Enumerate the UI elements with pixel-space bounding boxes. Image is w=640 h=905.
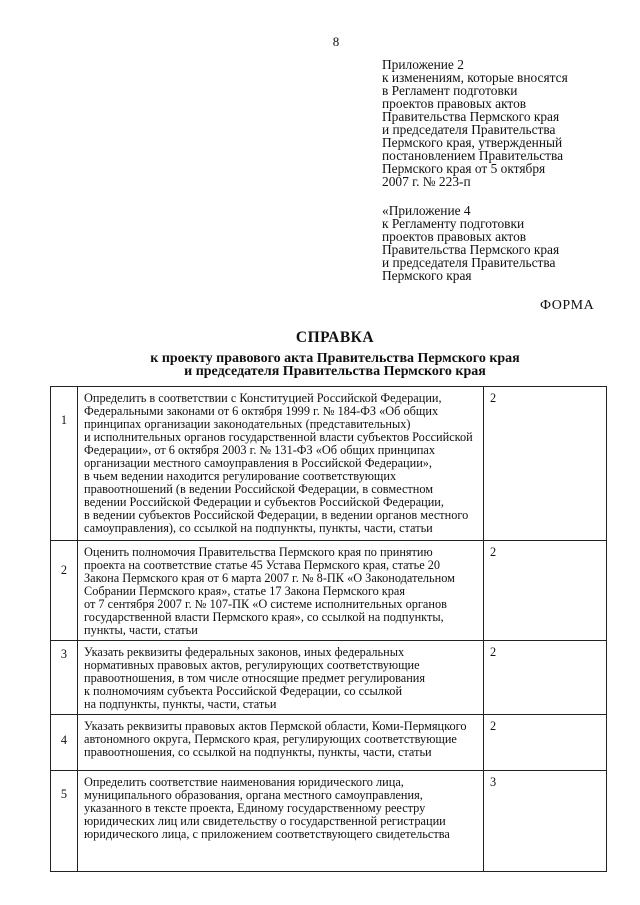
row-text-line: юридических лиц или свидетельству о государственной регистрации bbox=[84, 814, 446, 828]
table-row bbox=[51, 641, 607, 715]
row-text-line: государственной власти Пермского края», со ссылкой на подпункты, bbox=[84, 610, 444, 624]
appendix-4-line: проектов правовых актов bbox=[382, 229, 527, 244]
row-text-line: самоуправления), со ссылкой на подпункты, пункты, части, статьи bbox=[84, 521, 433, 535]
row-text-line: Указать реквизиты федеральных законов, иных федеральных bbox=[84, 645, 405, 659]
row-pages-cell: 2 bbox=[484, 715, 607, 771]
row-text-cell bbox=[78, 387, 484, 541]
requirements-table bbox=[50, 386, 607, 872]
appendix-2-line: Приложение 2 bbox=[382, 57, 464, 72]
appendix-2-line: проектов правовых актов bbox=[382, 96, 527, 111]
form-label: ФОРМА bbox=[540, 298, 595, 313]
row-text-line: указанного в тексте проекта, Единому государственному реестру bbox=[84, 801, 426, 815]
row-text-line: правоотношения, со ссылкой на подпункты, пункты, части, статьи bbox=[84, 745, 432, 759]
row-number-cell bbox=[51, 541, 78, 641]
row-text-line: правоотношений (в ведении Российской Федерации, в совместном bbox=[84, 482, 434, 496]
appendix-2-line: постановлением Правительства bbox=[382, 148, 564, 163]
appendix-2-block bbox=[382, 58, 612, 188]
table-row bbox=[51, 387, 607, 541]
row-text-line: муниципального образования, органа местного самоуправления, bbox=[84, 788, 423, 802]
row-text-line: в ведении субъектов Российской Федерации, в ведении органов местного bbox=[84, 508, 469, 522]
row-pages-cell: 2 bbox=[484, 387, 607, 541]
row-text-line: правоотношения, в том числе относящие предмет регулирования bbox=[84, 671, 426, 685]
row-number-cell bbox=[51, 387, 78, 541]
row-pages-cell: 3 bbox=[484, 771, 607, 872]
appendix-4-line: и председателя Правительства bbox=[382, 255, 556, 270]
appendix-4-line: к Регламенту подготовки bbox=[382, 216, 525, 231]
appendix-2-line: Пермского края, утвержденный bbox=[382, 135, 563, 150]
appendix-2-line: к изменениям, которые вносятся bbox=[382, 70, 568, 85]
row-text-cell bbox=[78, 641, 484, 715]
row-text-cell bbox=[78, 715, 484, 771]
row-text-line: Федеральными законами от 6 октября 1999 г. № 184-ФЗ «Об общих bbox=[84, 404, 439, 418]
row-number: 2 bbox=[60, 563, 68, 577]
appendix-2-line: и председателя Правительства bbox=[382, 122, 556, 137]
document-title: СПРАВКА bbox=[295, 329, 375, 346]
subtitle-line: и председателя Правительства Пермского края bbox=[184, 364, 486, 379]
row-text-line: нормативных правовых актов, регулирующих соответствующие bbox=[84, 658, 420, 672]
row-pages-cell: 2 bbox=[484, 541, 607, 641]
row-text-line: и исполнительных органов государственной власти субъектов Российской bbox=[84, 430, 473, 444]
row-text-line: Определить соответствие наименования юридического лица, bbox=[84, 775, 404, 789]
row-text-line: в чьем ведении находится регулирование соответствующих bbox=[84, 469, 397, 483]
row-text-line: от 7 сентября 2007 г. № 107-ПК «О системе исполнительных органов bbox=[84, 597, 447, 611]
row-text-line: юридического лица, с приложением соответствующего свидетельства bbox=[84, 827, 450, 841]
subtitle-line: к проекту правового акта Правительства Пермского края bbox=[150, 351, 520, 366]
appendix-4-line: «Приложение 4 bbox=[382, 203, 471, 218]
row-text-line: автономного округа, Пермского края, регулирующих соответствующие bbox=[84, 732, 457, 746]
row-text-line: к полномочиям субъекта Российской Федерации, со ссылкой bbox=[84, 684, 403, 698]
row-pages-cell: 2 bbox=[484, 641, 607, 715]
appendix-4-line: Пермского края bbox=[382, 268, 472, 283]
appendix-2-line: в Регламент подготовки bbox=[382, 83, 518, 98]
row-number-cell bbox=[51, 715, 78, 771]
row-text-line: Собрании Пермского края», статье 17 Закона Пермского края bbox=[84, 584, 406, 598]
row-text-line: Оценить полномочия Правительства Пермского края по принятию bbox=[84, 545, 433, 559]
row-text-line: ведении Российской Федерации и субъектов Российской Федерации, bbox=[84, 495, 444, 509]
row-number: 1 bbox=[60, 413, 68, 427]
appendix-2-line: 2007 г. № 223-п bbox=[382, 174, 471, 189]
row-text-line: на подпункты, пункты, части, статьи bbox=[84, 697, 277, 711]
appendix-2-line: Правительства Пермского края bbox=[382, 109, 560, 124]
row-text-line: Определить в соответствии с Конституцией Российской Федерации, bbox=[84, 391, 442, 405]
row-text-line: проекта на соответствие статье 45 Устава Пермского края, статье 20 bbox=[84, 558, 441, 572]
table-row bbox=[51, 541, 607, 641]
row-text-line: Федерации», от 6 октября 2003 г. № 131-ФЗ «Об общих принципах bbox=[84, 443, 436, 457]
row-number-cell bbox=[51, 771, 78, 872]
row-text-line: принципах организации законодательных (представительных) bbox=[84, 417, 411, 431]
table-row bbox=[51, 715, 607, 771]
row-text-cell bbox=[78, 771, 484, 872]
appendix-4-block bbox=[382, 204, 612, 282]
row-number: 4 bbox=[60, 733, 68, 747]
row-text-line: Закона Пермского края от 6 марта 2007 г. № 8-ПК «О Законодательном bbox=[84, 571, 455, 585]
row-text-line: организации местного самоуправления в Российской Федерации», bbox=[84, 456, 433, 470]
document-subtitle bbox=[0, 352, 640, 378]
row-text-line: Указать реквизиты правовых актов Пермской области, Коми-Пермяцкого bbox=[84, 719, 467, 733]
appendix-4-line: Правительства Пермского края bbox=[382, 242, 560, 257]
table-row bbox=[51, 771, 607, 872]
row-number-cell bbox=[51, 641, 78, 715]
row-text-line: пункты, части, статьи bbox=[84, 623, 198, 637]
page-number: 8 bbox=[332, 34, 340, 49]
appendix-2-line: Пермского края от 5 октября bbox=[382, 161, 546, 176]
row-text-cell bbox=[78, 541, 484, 641]
row-number: 5 bbox=[60, 787, 68, 801]
row-number: 3 bbox=[60, 647, 68, 661]
